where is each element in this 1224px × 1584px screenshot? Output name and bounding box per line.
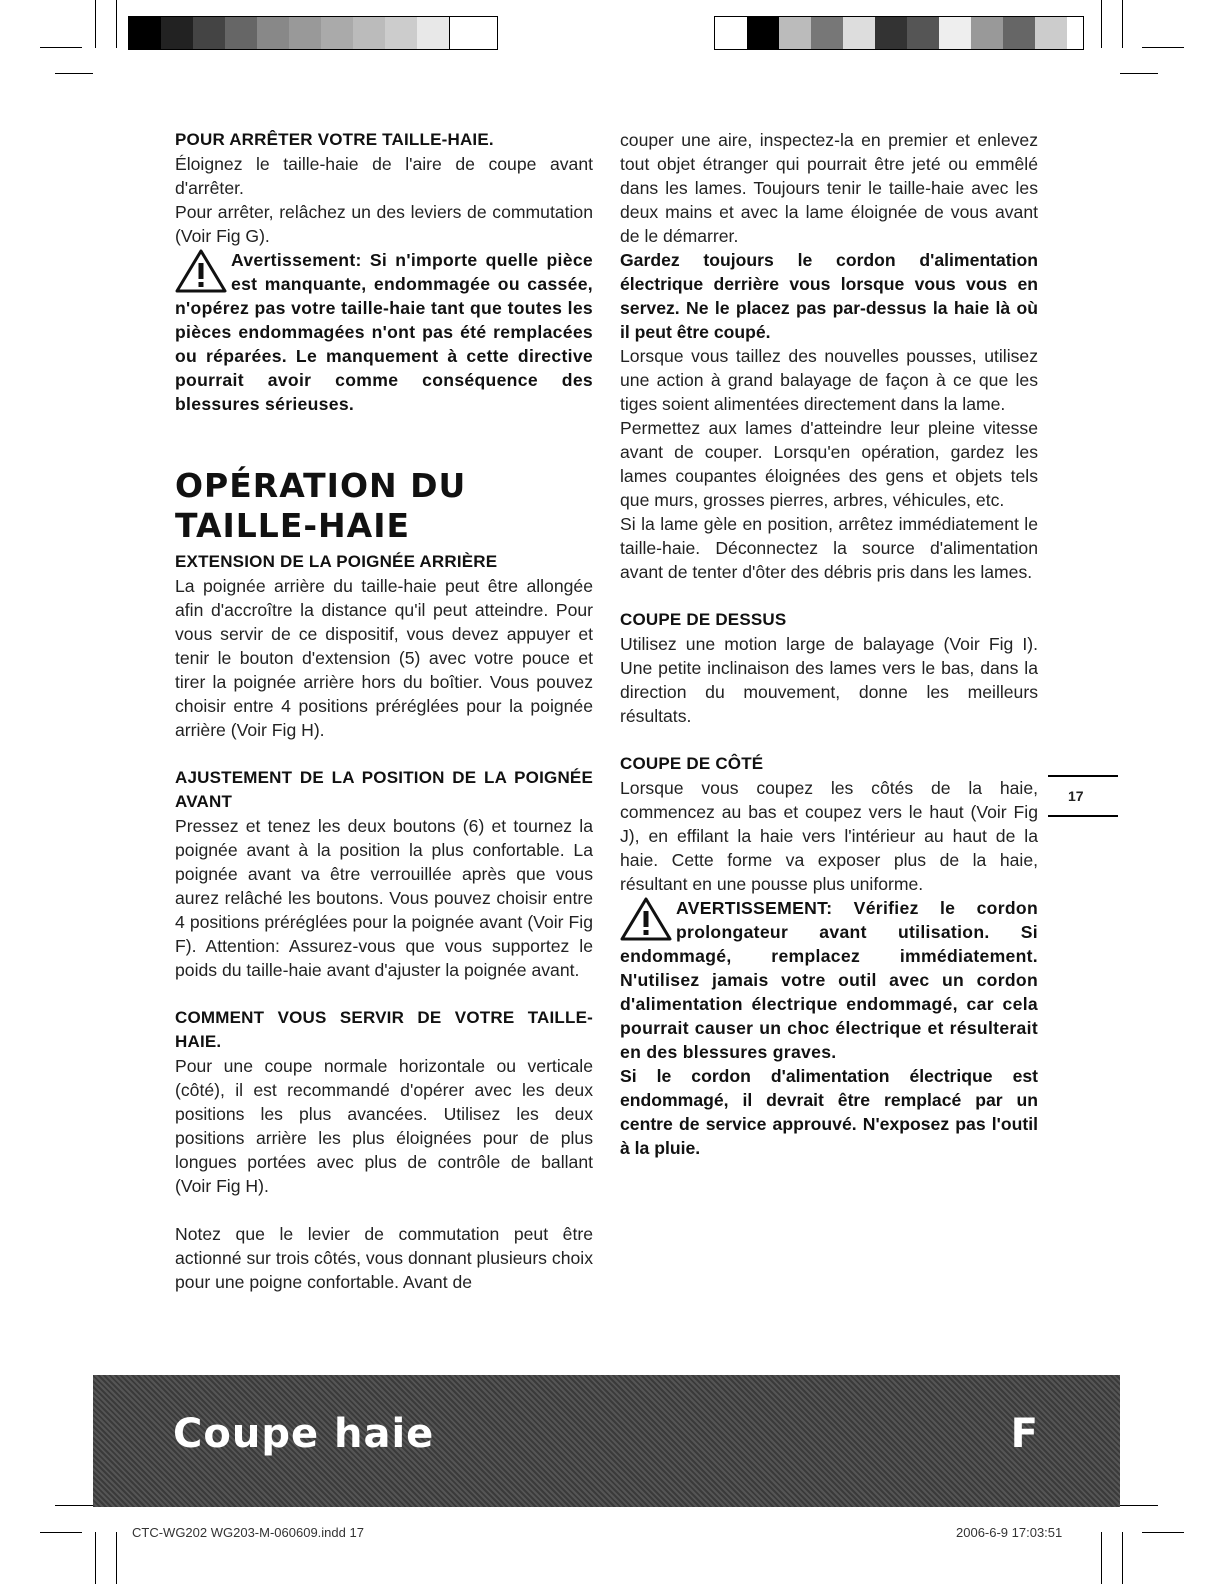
main-heading: OPÉRATION DU TAILLE-HAIE (175, 466, 467, 545)
crop-mark (1101, 0, 1102, 48)
side-cut-heading: COUPE DE CÔTÉ (620, 754, 764, 773)
crop-mark (95, 1532, 96, 1584)
final-bold-paragraph: Si le cordon d'alimentation électrique est endommagé, il devrait être remplacé par un centre de service approuvé. N'exposez pas l'outil à la pluie. (620, 1066, 1038, 1158)
crop-mark (1142, 1532, 1184, 1533)
warning-triangle-icon (175, 248, 227, 294)
slug-filename: CTC-WG202 WG203-M-060609.indd 17 (132, 1525, 364, 1540)
page-number: 17 (1048, 775, 1118, 817)
jam-paragraph: Si la lame gèle en position, arrêtez immédiatement le taille-haie. Déconnectez la source d'alimentation avant de tenter d'ôter des débris pris dans les lames. (620, 514, 1038, 582)
crop-mark (1120, 73, 1158, 74)
side-cut-text: Lorsque vous coupez les côtés de la haie, commencez au bas et coupez vers le haut (Voir Fig J), en effilant la haie vers l'intérieur au haut de la haie. Cette forme va exposer plus de la haie, résultant en une pousse plus uniforme. (620, 778, 1038, 894)
cord-warning-text: AVERTISSEMENT: Vérifiez le cordon prolongateur avant utilisation. Si endommagé, remplacez immédiatement. N'utilisez jamais votre outil avec un cordon d'alimentation électrique endommagé, car cela pourrait causer un choc électrique et résulterait en des blessures graves. (620, 898, 1038, 1062)
density-bar-right (714, 16, 1084, 50)
cord-bold-paragraph: Gardez toujours le cordon d'alimentation électrique derrière vous lorsque vous vous en servez. Ne le placez pas par-dessus la haie là où il peut être coupé. (620, 250, 1038, 342)
crop-mark (116, 1532, 117, 1584)
language-letter: F (1010, 1411, 1038, 1457)
left-column (175, 128, 593, 1294)
slug-timestamp: 2006-6-9 17:03:51 (956, 1525, 1063, 1540)
ajustement-heading: AJUSTEMENT DE LA POSITION DE LA POIGNÉE AVANT (175, 768, 593, 811)
crop-mark (40, 1532, 82, 1533)
crop-mark (40, 47, 82, 48)
density-bar-left (128, 16, 498, 50)
crop-mark (1122, 1532, 1123, 1584)
ajustement-text: Pressez et tenez les deux boutons (6) et tournez la poignée avant à la position la plus confortable. La poignée avant va être verrouillée après que vous aurez relâché les boutons. Vous pouvez choisir entre 4 positions préréglées pour la poignée avant (Voir Fig F). Attention: Assurez-vous que vous supportez le poids du taille-haie avant d'ajuster la poignée avant. (175, 816, 593, 980)
crop-mark (55, 1505, 93, 1506)
top-cut-text: Utilisez une motion large de balayage (Voir Fig I). Une petite inclinaison des lames vers le bas, dans la direction du mouvement, donne les meilleurs résultats. (620, 634, 1038, 726)
usage-paragraph-2: Notez que le levier de commutation peut être actionné sur trois côtés, vous donnant plusieurs choix pour une poigne confortable. Avant de (175, 1224, 593, 1292)
continued-paragraph: couper une aire, inspectez-la en premier et enlevez tout objet étranger qui pourrait être jeté ou emmêlé dans les lames. Toujours tenir le taille-haie avec les deux mains et avec la lame éloignée de vous avant de le démarrer. (620, 130, 1038, 246)
warning-triangle-icon (620, 896, 672, 942)
usage-heading: COMMENT VOUS SERVIR DE VOTRE TAILLE-HAIE. (175, 1008, 593, 1051)
warning-block (175, 248, 593, 416)
top-cut-heading: COUPE DE DESSUS (620, 610, 787, 629)
extension-heading: EXTENSION DE LA POIGNÉE ARRIÈRE (175, 552, 498, 571)
crop-mark (1120, 1505, 1158, 1506)
footer-title: Coupe haie (173, 1411, 435, 1457)
footer-band (93, 1375, 1120, 1507)
extension-text: La poignée arrière du taille-haie peut être allongée afin d'accroître la distance qu'il peut atteindre. Pour vous servir de ce dispositif, vous devez appuyer et tenir le bouton d'extension (5) avec votre pouce et tirer la poignée arrière hors du boîtier. Vous pouvez choisir entre 4 positions préréglées pour la poignée arrière (Voir Fig H). (175, 576, 593, 740)
shoots-paragraph: Lorsque vous taillez des nouvelles pousses, utilisez une action à grand balayage de façon à ce que les tiges soient alimentées directement dans la lame. (620, 346, 1038, 414)
stop-paragraph-1: Éloignez le taille-haie de l'aire de coupe avant d'arrêter. (175, 154, 593, 198)
speed-paragraph: Permettez aux lames d'atteindre leur pleine vitesse avant de couper. Lorsqu'en opération, gardez les lames coupantes éloignées des gens et objets tels que murs, grosses pierres, arbres, véhicules, etc. (620, 418, 1038, 510)
stop-heading: POUR ARRÊTER VOTRE TAILLE-HAIE. (175, 130, 494, 149)
usage-paragraph-1: Pour une coupe normale horizontale ou verticale (côté), il est recommandé d'opérer avec les deux positions les plus avancées. Utilisez les deux positions arrière les plus éloignées pour de plus longues portées avec plus de contrôle de ballant (Voir Fig H). (175, 1056, 593, 1196)
crop-mark (1101, 1532, 1102, 1584)
crop-mark (55, 73, 93, 74)
stop-warning-text: Avertissement: Si n'importe quelle pièce est manquante, endommagée ou cassée, n'opérez pas votre taille-haie tant que toutes les pièces endommagées n'ont pas été remplacées ou réparées. Le manquement à cette directive pourrait avoir comme conséquence des blessures sérieuses. (175, 250, 593, 414)
right-column (620, 128, 1038, 1160)
crop-mark (1142, 47, 1184, 48)
warning-block (620, 896, 1038, 1064)
crop-mark (1122, 0, 1123, 48)
crop-mark (95, 0, 96, 48)
stop-paragraph-2: Pour arrêter, relâchez un des leviers de commutation (Voir Fig G). (175, 202, 593, 246)
crop-mark (116, 0, 117, 48)
